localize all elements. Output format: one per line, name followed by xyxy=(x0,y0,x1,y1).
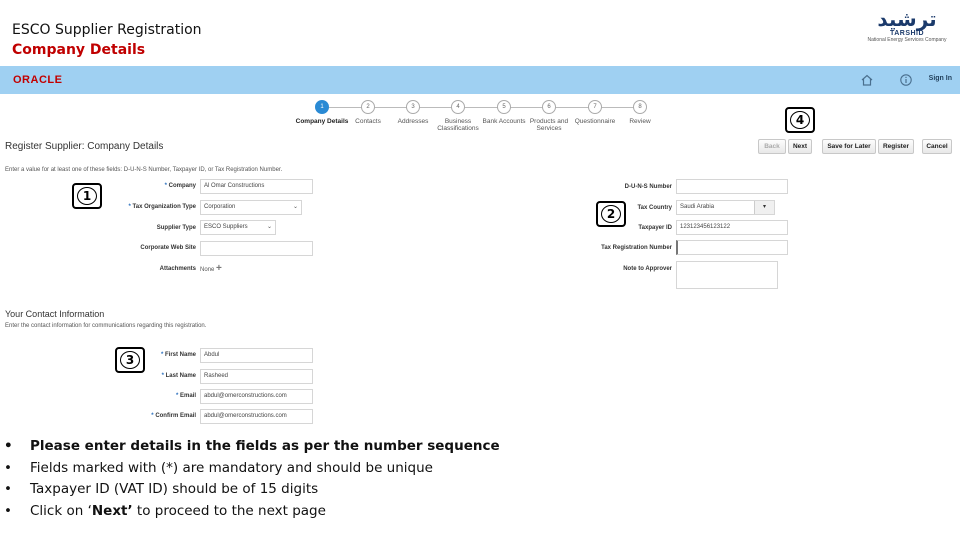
sign-in-link[interactable]: Sign In xyxy=(928,75,952,82)
step-circle: 5 xyxy=(497,100,511,114)
step-label: Questionnaire xyxy=(574,118,616,125)
tax-registration-number-input[interactable] xyxy=(676,240,788,255)
duns-number-input[interactable] xyxy=(676,179,788,194)
bullet: • xyxy=(4,459,12,476)
taxpayer-id-label: Taxpayer ID xyxy=(638,225,672,231)
home-icon[interactable] xyxy=(860,73,874,87)
step-label: Business Classifications xyxy=(437,118,479,132)
tarshid-logo xyxy=(866,8,948,54)
company-label: * Company xyxy=(164,183,196,189)
tax-country-select[interactable]: Saudi Arabia ▾ xyxy=(676,200,775,215)
corporate-web-site-label: Corporate Web Site xyxy=(140,245,196,251)
contact-section-heading: Your Contact Information xyxy=(5,309,105,319)
tax-org-type-label: * Tax Organization Type xyxy=(128,204,196,210)
bullet: • xyxy=(4,481,12,497)
step-label: Bank Accounts xyxy=(482,118,526,125)
cancel-button[interactable]: Cancel xyxy=(922,139,952,154)
chevron-down-icon: ⌄ xyxy=(292,204,298,210)
step-circle: 7 xyxy=(588,100,602,114)
step-label: Contacts xyxy=(355,118,381,125)
taxpayer-id-input[interactable]: 123123456123122 xyxy=(676,220,788,235)
next-button[interactable]: Next xyxy=(788,139,812,154)
confirm-email-label: * Confirm Email xyxy=(151,413,196,419)
callout-badge-3: 3 xyxy=(115,347,145,373)
register-button[interactable]: Register xyxy=(878,139,914,154)
page-heading: Register Supplier: Company Details xyxy=(5,141,164,152)
supplier-type-select[interactable]: ESCO Suppliers ⌄ xyxy=(200,220,276,235)
back-button[interactable]: Back xyxy=(758,139,786,154)
attachments-value: None + xyxy=(200,263,222,274)
step-label: Addresses xyxy=(397,118,429,125)
step-circle: 1 xyxy=(315,100,329,114)
note-item: • Please enter details in the fields as per the number sequence xyxy=(4,436,500,458)
company-input[interactable]: Al Omar Constructions xyxy=(200,179,313,194)
first-name-input[interactable]: Abdul xyxy=(200,348,313,363)
corporate-web-site-input[interactable] xyxy=(200,241,313,256)
tax-registration-number-label: Tax Registration Number xyxy=(601,245,672,251)
oracle-header-bar xyxy=(0,66,960,94)
dropdown-arrow-icon: ▾ xyxy=(754,201,774,214)
logo-tagline: National Energy Services Company xyxy=(867,37,947,43)
step-label: Review xyxy=(629,118,651,125)
tax-org-type-select[interactable]: Corporation ⌄ xyxy=(200,200,302,215)
chevron-down-icon: ⌄ xyxy=(266,224,272,230)
save-for-later-button[interactable]: Save for Later xyxy=(822,139,876,154)
supplier-type-label: Supplier Type xyxy=(156,225,196,231)
step-label: Products and Services xyxy=(529,118,569,132)
email-label: * Email xyxy=(175,393,196,399)
slide-subtitle: Company Details xyxy=(12,42,146,58)
logo-english: TARSHID xyxy=(889,30,925,37)
confirm-email-input[interactable]: abdul@omerconstructions.com xyxy=(200,409,313,424)
email-input[interactable]: abdul@omerconstructions.com xyxy=(200,389,313,404)
train-step-review[interactable] xyxy=(610,100,670,125)
note-item: • Fields marked with (*) are mandatory and should be unique xyxy=(4,458,500,480)
note-to-approver-label: Note to Approver xyxy=(623,266,672,272)
note-item: • Click on ‘Next’ to proceed to the next page xyxy=(4,501,500,523)
last-name-label: * Last Name xyxy=(161,373,196,379)
step-circle: 8 xyxy=(633,100,647,114)
last-name-input[interactable]: Rasheed xyxy=(200,369,313,384)
oracle-logo: ORACLE xyxy=(13,74,63,86)
note-to-approver-textarea[interactable] xyxy=(676,261,778,289)
step-circle: 3 xyxy=(406,100,420,114)
bullet: • xyxy=(4,502,12,519)
callout-badge-1: 1 xyxy=(72,183,102,209)
contact-section-instruction: Enter the contact information for communications regarding this registration. xyxy=(5,323,207,329)
registration-train xyxy=(0,100,960,140)
instruction-notes xyxy=(4,436,500,522)
note-item: • Taxpayer ID (VAT ID) should be of 15 digits xyxy=(4,479,500,501)
step-label: Company Details xyxy=(295,118,349,125)
attachments-label: Attachments xyxy=(159,266,196,272)
step-circle: 4 xyxy=(451,100,465,114)
bullet: • xyxy=(4,438,13,454)
step-circle: 6 xyxy=(542,100,556,114)
duns-number-label: D-U-N-S Number xyxy=(624,184,672,190)
info-icon[interactable] xyxy=(899,73,913,87)
add-attachment-icon[interactable]: + xyxy=(216,263,222,274)
logo-arabic: ترشيد xyxy=(877,7,937,31)
tax-country-label: Tax Country xyxy=(637,205,672,211)
callout-badge-2: 2 xyxy=(596,201,626,227)
step-circle: 2 xyxy=(361,100,375,114)
callout-badge-4: 4 xyxy=(785,107,815,133)
first-name-label: * First Name xyxy=(160,352,196,358)
form-instruction: Enter a value for at least one of these fields: D-U-N-S Number, Taxpayer ID, or Tax Registration Number. xyxy=(5,167,283,173)
slide-title: ESCO Supplier Registration xyxy=(12,22,202,38)
